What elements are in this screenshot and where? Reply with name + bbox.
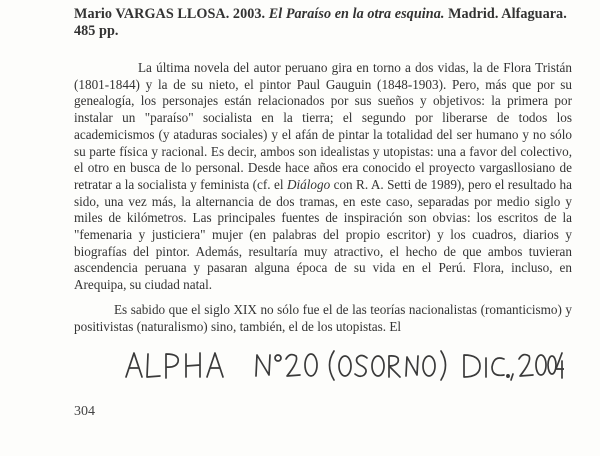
citation-publisher: Madrid. Alfaguara. xyxy=(448,6,567,22)
citation-book-title: El Paraíso en la otra esquina. xyxy=(268,6,445,22)
review-paragraph-1 xyxy=(74,60,572,294)
review-body xyxy=(74,60,572,335)
handwritten-annotation xyxy=(124,347,564,383)
review-paragraph-2: Es sabido que el siglo XIX no sólo fue el de las teorías nacionalistas (romanticismo) y positivistas (naturalismo) sino, también, el de los utopistas. El xyxy=(74,301,572,334)
paragraph-1-text-b: con R. A. Setti de 1989), pero el resultado ha sido, una vez más, la alternancia de dos tramas, en este caso, separadas por medio siglo y miles de kilómetros. Las principales fuentes de inspiración son obvias: los escritos de la "femenaria y justiciera" mujer (en palabras del propio escritor) y los cuadros, diarios y biografías del pintor. Además, resultaría muy atractivo, el hecho de que ambos tuvieran ascendencia peruana y pasaran alguna época de su vida en el Perú. Flora, incluso, en Arequipa, su ciudad natal. xyxy=(74,176,572,293)
page-number: 304 xyxy=(74,404,95,419)
paragraph-1-text-a: La última novela del autor peruano gira en torno a dos vidas, la de Flora Tristán (1801-1844) y la de su nieto, el pintor Paul Gauguin (1848-1903). Pero, más que por su genealogía, los personajes están relacionados por sus sueños y objetivos: la primera por instalar un "paraíso" socialista en la tierra; el segundo por liberarse de todos los academicismos (y ataduras sociales) y el afán de pintar la totalidad del ser humano y no sólo su parte física y racional. Es decir, ambos son idealistas y utopistas: una a favor del colectivo, el otro en busca de lo personal. Desde hace años era conocido el proyecto vargasllosiano de retratar a la socialista y feminista (cf. el xyxy=(74,60,572,192)
book-citation xyxy=(74,6,574,40)
citation-author: Mario VARGAS LLOSA. 2003. xyxy=(74,6,266,22)
citation-pages: 485 pp. xyxy=(74,23,119,39)
paragraph-1-italic-title: Diálogo xyxy=(286,176,331,192)
